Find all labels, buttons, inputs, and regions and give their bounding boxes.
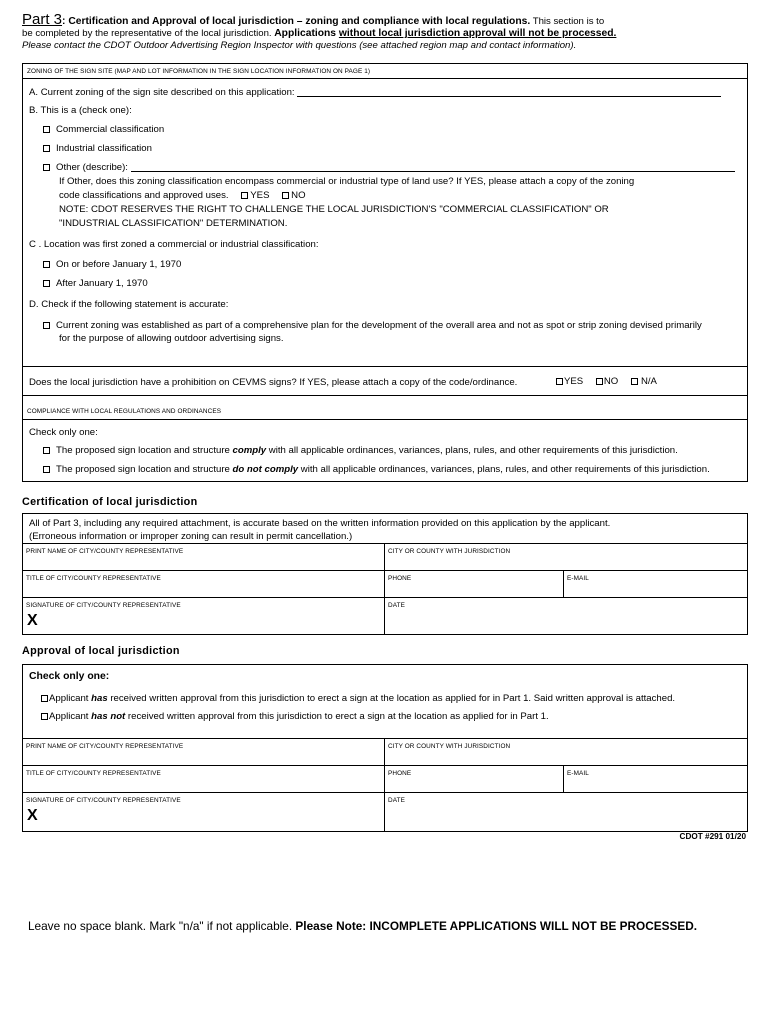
cevms-options bbox=[556, 375, 657, 388]
approval-section bbox=[22, 664, 748, 832]
warning-a: Applications bbox=[274, 28, 339, 39]
after-1970-label: After January 1, 1970 bbox=[56, 278, 148, 289]
cert-title-label: TITLE OF CITY/COUNTY REPRESENTATIVE bbox=[26, 575, 161, 582]
industrial-option bbox=[43, 142, 152, 155]
zoning-section bbox=[22, 63, 748, 367]
intro-text-2: be completed by the representative of the local jurisdiction. bbox=[22, 28, 275, 39]
part-title: : Certification and Approval of local jurisdiction – zoning and compliance with local regulations. bbox=[62, 16, 531, 27]
other-no-checkbox[interactable] bbox=[282, 192, 289, 199]
cert-phone-field[interactable] bbox=[384, 570, 563, 597]
footer-bold-text: Please Note: INCOMPLETE APPLICATIONS WILL NOT BE PROCESSED. bbox=[295, 919, 697, 933]
has-approval-emphasis: has bbox=[91, 693, 108, 704]
other-describe-field[interactable] bbox=[131, 162, 735, 172]
cert-title-field[interactable] bbox=[23, 570, 384, 597]
intro-text-1: This section is to bbox=[530, 16, 605, 27]
not-comply-text-c: with all applicable ordinances, variances, plans, rules, and other requirements of this jurisdiction. bbox=[298, 464, 710, 475]
not-comply-text-a: The proposed sign location and structure bbox=[56, 464, 233, 475]
comply-option bbox=[43, 444, 678, 457]
other-label: Other (describe): bbox=[56, 162, 128, 173]
appr-title-field[interactable] bbox=[23, 765, 384, 792]
cert-signature-label: SIGNATURE OF CITY/COUNTY REPRESENTATIVE bbox=[26, 602, 181, 609]
zoning-d-label: D. Check if the following statement is accurate: bbox=[29, 299, 229, 310]
warning-b: without local jurisdiction approval will not be processed. bbox=[338, 28, 617, 39]
cevms-na-checkbox[interactable] bbox=[631, 378, 638, 385]
after-1970-checkbox[interactable] bbox=[43, 280, 50, 287]
comprehensive-plan-checkbox[interactable] bbox=[43, 322, 50, 329]
other-checkbox[interactable] bbox=[43, 164, 50, 171]
has-approval-option bbox=[41, 692, 675, 705]
certification-section bbox=[22, 513, 748, 635]
appr-signature-field[interactable] bbox=[23, 792, 384, 832]
has-not-approval-text-c: received written approval from this jurisdiction to erect a sign at the location as applied for in Part 1. bbox=[125, 711, 549, 722]
cevms-question: Does the local jurisdiction have a prohibition on CEVMS signs? If YES, please attach a copy of the code/ordinance. bbox=[29, 377, 518, 388]
certification-text-2: (Erroneous information or improper zoning can result in permit cancellation.) bbox=[29, 531, 353, 542]
cert-email-field[interactable] bbox=[563, 570, 747, 597]
appr-signature-x: X bbox=[27, 807, 38, 824]
before-1970-label: On or before January 1, 1970 bbox=[56, 259, 182, 270]
certification-title: Certification of local jurisdiction bbox=[22, 496, 198, 508]
appr-city-county-field[interactable] bbox=[384, 738, 747, 765]
cert-signature-field[interactable] bbox=[23, 597, 384, 635]
not-comply-option bbox=[43, 463, 710, 476]
approval-check-one: Check only one: bbox=[29, 671, 110, 682]
cert-phone-label: PHONE bbox=[388, 575, 412, 582]
cevms-no-label: NO bbox=[603, 376, 619, 387]
comply-text-c: with all applicable ordinances, variances, plans, rules, and other requirements of this jurisdiction. bbox=[266, 445, 678, 456]
has-approval-text-a: Applicant bbox=[49, 693, 92, 704]
appr-title-label: TITLE OF CITY/COUNTY REPRESENTATIVE bbox=[26, 770, 161, 777]
appr-date-label: DATE bbox=[388, 797, 405, 804]
form-number: CDOT #291 01/20 bbox=[679, 832, 746, 841]
comply-emphasis: comply bbox=[232, 445, 267, 456]
industrial-checkbox[interactable] bbox=[43, 145, 50, 152]
current-zoning-field[interactable] bbox=[297, 87, 721, 97]
comply-checkbox[interactable] bbox=[43, 447, 50, 454]
other-yes-checkbox[interactable] bbox=[241, 192, 248, 199]
other-question-2-text: code classifications and approved uses. bbox=[59, 190, 229, 201]
other-no-label: NO bbox=[291, 190, 306, 201]
cert-print-name-label: PRINT NAME OF CITY/COUNTY REPRESENTATIVE bbox=[26, 548, 184, 555]
has-approval-text-c: received written approval from this jurisdiction to erect a sign at the location as applied for in Part 1. Said written approval is attached. bbox=[107, 693, 676, 704]
appr-print-name-label: PRINT NAME OF CITY/COUNTY REPRESENTATIVE bbox=[26, 743, 184, 750]
comprehensive-plan-label-2: for the purpose of allowing outdoor advertising signs. bbox=[59, 333, 284, 344]
appr-city-county-label: CITY OR COUNTY WITH JURISDICTION bbox=[388, 743, 511, 750]
cevms-na-label: N/A bbox=[640, 376, 657, 387]
cert-email-label: E-MAIL bbox=[567, 575, 589, 582]
has-approval-checkbox[interactable] bbox=[41, 695, 48, 702]
footer-plain-text: Leave no space blank. Mark "n/a" if not applicable. bbox=[28, 919, 296, 933]
appr-print-name-field[interactable] bbox=[23, 738, 384, 765]
has-not-approval-text-a: Applicant bbox=[49, 711, 92, 722]
commercial-option bbox=[43, 123, 164, 136]
part3-header bbox=[22, 11, 748, 52]
approval-grid bbox=[23, 738, 747, 832]
comprehensive-plan-option bbox=[43, 319, 702, 332]
cert-city-county-label: CITY OR COUNTY WITH JURISDICTION bbox=[388, 548, 511, 555]
not-comply-emphasis: do not comply bbox=[232, 464, 299, 475]
industrial-label: Industrial classification bbox=[56, 143, 152, 154]
contact-note: Please contact the CDOT Outdoor Advertising Region Inspector with questions (see attached region map and contact information). bbox=[22, 40, 577, 51]
appr-signature-label: SIGNATURE OF CITY/COUNTY REPRESENTATIVE bbox=[26, 797, 181, 804]
comply-text-a: The proposed sign location and structure bbox=[56, 445, 233, 456]
zoning-a-row bbox=[29, 86, 721, 99]
cevms-no-checkbox[interactable] bbox=[596, 378, 603, 385]
commercial-label: Commercial classification bbox=[56, 124, 165, 135]
footer-note bbox=[28, 919, 697, 933]
commercial-checkbox[interactable] bbox=[43, 126, 50, 133]
cert-signature-x: X bbox=[27, 612, 38, 629]
other-question-1: If Other, does this zoning classification encompass commercial or industrial type of land use? If YES, please attach a copy of the zoning bbox=[59, 176, 635, 187]
appr-phone-field[interactable] bbox=[384, 765, 563, 792]
zoning-a-label: A. Current zoning of the sign site described on this application: bbox=[29, 87, 295, 98]
approval-title: Approval of local jurisdiction bbox=[22, 645, 180, 657]
cevms-yes-checkbox[interactable] bbox=[556, 378, 563, 385]
has-not-approval-checkbox[interactable] bbox=[41, 713, 48, 720]
cevms-yes-label: YES bbox=[564, 376, 584, 387]
before-1970-checkbox[interactable] bbox=[43, 261, 50, 268]
not-comply-checkbox[interactable] bbox=[43, 466, 50, 473]
compliance-heading: COMPLIANCE WITH LOCAL REGULATIONS AND ORDINANCES bbox=[27, 408, 222, 415]
has-not-approval-option bbox=[41, 710, 549, 723]
cert-date-field[interactable] bbox=[384, 597, 747, 635]
appr-email-field[interactable] bbox=[563, 765, 747, 792]
part-label: Part 3 bbox=[22, 11, 63, 28]
zoning-c-label: C . Location was first zoned a commercial or industrial classification: bbox=[29, 239, 319, 250]
appr-phone-label: PHONE bbox=[388, 770, 412, 777]
before-1970-option bbox=[43, 258, 181, 271]
appr-date-field[interactable] bbox=[384, 792, 747, 832]
compliance-check-one: Check only one: bbox=[29, 427, 98, 438]
cdot-note-1: NOTE: CDOT RESERVES THE RIGHT TO CHALLENGE THE LOCAL JURISDICTION'S "COMMERCIAL CLASSIFICATION" OR bbox=[59, 204, 609, 215]
after-1970-option bbox=[43, 277, 148, 290]
cert-city-county-field[interactable] bbox=[384, 543, 747, 570]
appr-email-label: E-MAIL bbox=[567, 770, 589, 777]
zoning-heading: ZONING OF THE SIGN SITE (MAP AND LOT INFORMATION IN THE SIGN LOCATION INFORMATION ON PAGE 1) bbox=[27, 68, 371, 75]
cert-print-name-field[interactable] bbox=[23, 543, 384, 570]
cdot-note-2: "INDUSTRIAL CLASSIFICATION" DETERMINATION. bbox=[59, 218, 288, 229]
cevms-section bbox=[22, 366, 748, 396]
certification-grid bbox=[23, 543, 747, 635]
other-option bbox=[43, 161, 735, 174]
compliance-section bbox=[22, 395, 748, 482]
zoning-b-label: B. This is a (check one): bbox=[29, 105, 132, 116]
cert-date-label: DATE bbox=[388, 602, 405, 609]
has-not-approval-emphasis: has not bbox=[91, 711, 126, 722]
other-question-2 bbox=[59, 189, 306, 202]
other-yes-label: YES bbox=[250, 190, 270, 201]
certification-text-1: All of Part 3, including any required attachment, is accurate based on the written information provided on this application by the applicant. bbox=[29, 518, 611, 529]
comprehensive-plan-label: Current zoning was established as part of a comprehensive plan for the development of the overall area and not as spot or strip zoning devised primarily bbox=[56, 320, 702, 331]
